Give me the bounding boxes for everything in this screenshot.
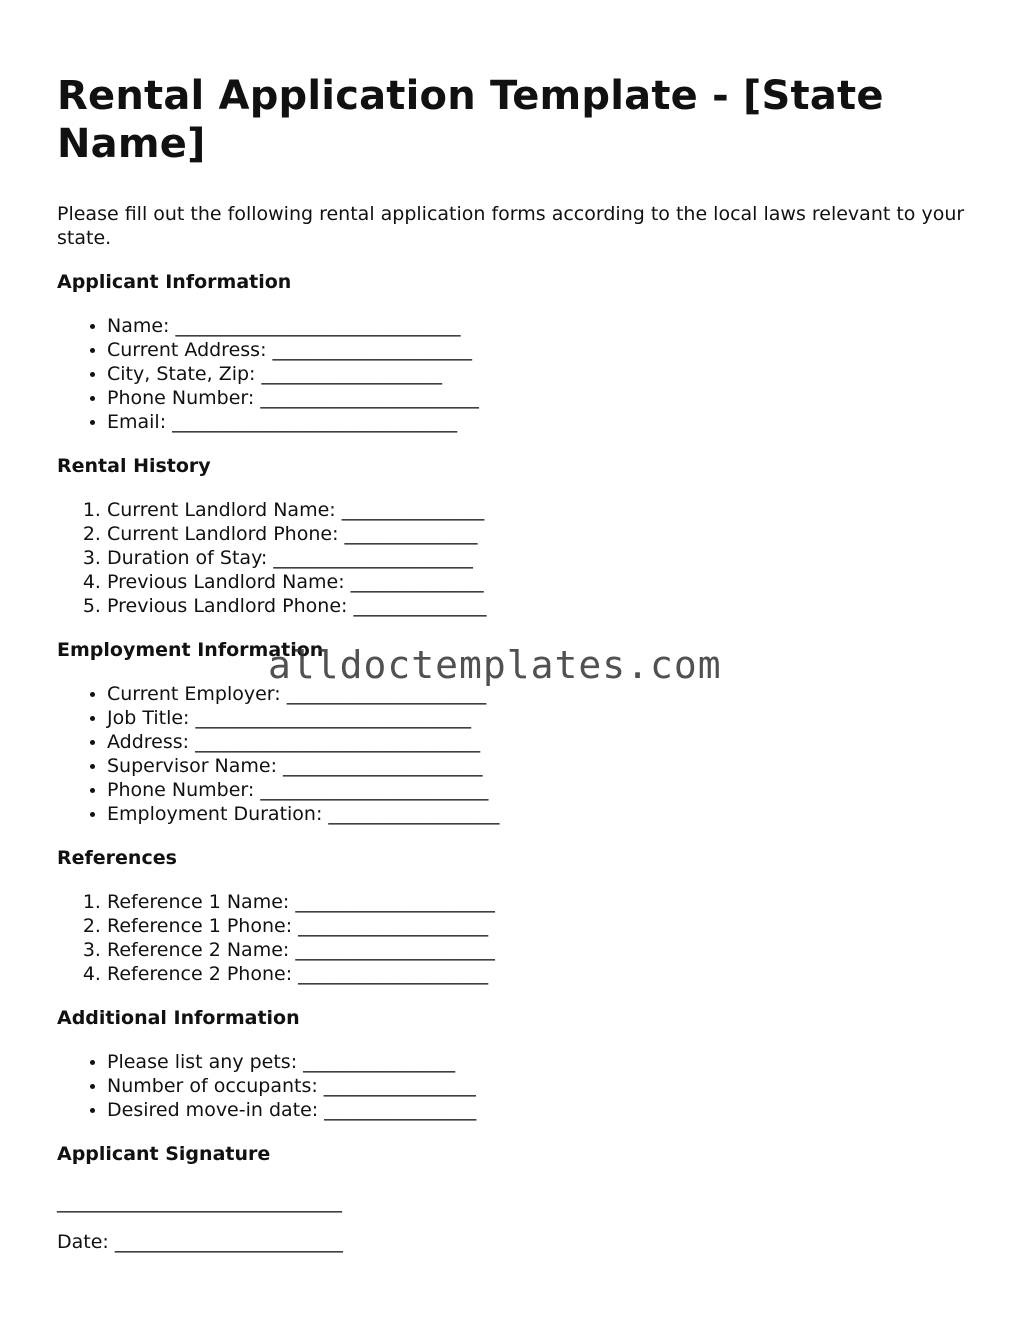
field-reference-2-name: 3. Reference 2 Name: _____________________ [107, 938, 977, 962]
field-employer-address: • Address: ______________________________ [107, 730, 977, 754]
signature-date-line: Date: ________________________ [57, 1231, 343, 1253]
field-pets: • Please list any pets: ________________ [107, 1050, 977, 1074]
field-reference-1-phone: 2. Reference 1 Phone: ____________________ [107, 914, 977, 938]
field-job-title: • Job Title: _____________________________ [107, 706, 977, 730]
signature-line: ______________________________ [57, 1191, 342, 1213]
field-previous-landlord-phone: 5. Previous Landlord Phone: ______________ [107, 594, 977, 618]
applicant-info-list [57, 314, 977, 434]
rental-history-list [57, 498, 977, 618]
section-heading-rental-history: Rental History [57, 455, 211, 477]
field-previous-landlord-name: 4. Previous Landlord Name: ______________ [107, 570, 977, 594]
field-duration-of-stay: 3. Duration of Stay: _____________________ [107, 546, 977, 570]
section-heading-applicant: Applicant Information [57, 271, 292, 293]
field-employment-duration: • Employment Duration: __________________ [107, 802, 977, 826]
page-title: Rental Application Template - [State Name] [57, 73, 884, 167]
intro-paragraph: Please fill out the following rental application forms according to the local laws relevant to your state. [57, 203, 965, 249]
field-employer-phone: • Phone Number: ________________________ [107, 778, 977, 802]
field-phone-number: • Phone Number: _______________________ [107, 386, 977, 410]
section-heading-additional: Additional Information [57, 1007, 300, 1029]
field-reference-2-phone: 4. Reference 2 Phone: ____________________ [107, 962, 977, 986]
field-name: • Name: ______________________________ [107, 314, 977, 338]
section-heading-references: References [57, 847, 177, 869]
section-heading-employment: Employment Information [57, 639, 324, 661]
watermark-text: alldoctemplates.com [268, 643, 722, 687]
field-current-address: • Current Address: _____________________ [107, 338, 977, 362]
field-city-state-zip: • City, State, Zip: ___________________ [107, 362, 977, 386]
field-current-employer: • Current Employer: _____________________ [107, 682, 977, 706]
employment-info-list [57, 682, 977, 826]
field-reference-1-name: 1. Reference 1 Name: _____________________ [107, 890, 977, 914]
field-current-landlord-phone: 2. Current Landlord Phone: ______________ [107, 522, 977, 546]
field-supervisor-name: • Supervisor Name: _____________________ [107, 754, 977, 778]
section-heading-signature: Applicant Signature [57, 1143, 271, 1165]
references-list [57, 890, 977, 986]
field-email: • Email: ______________________________ [107, 410, 977, 434]
additional-info-list [57, 1050, 977, 1122]
field-current-landlord-name: 1. Current Landlord Name: _______________ [107, 498, 977, 522]
field-number-of-occupants: • Number of occupants: ________________ [107, 1074, 977, 1098]
field-move-in-date: • Desired move-in date: ________________ [107, 1098, 977, 1122]
